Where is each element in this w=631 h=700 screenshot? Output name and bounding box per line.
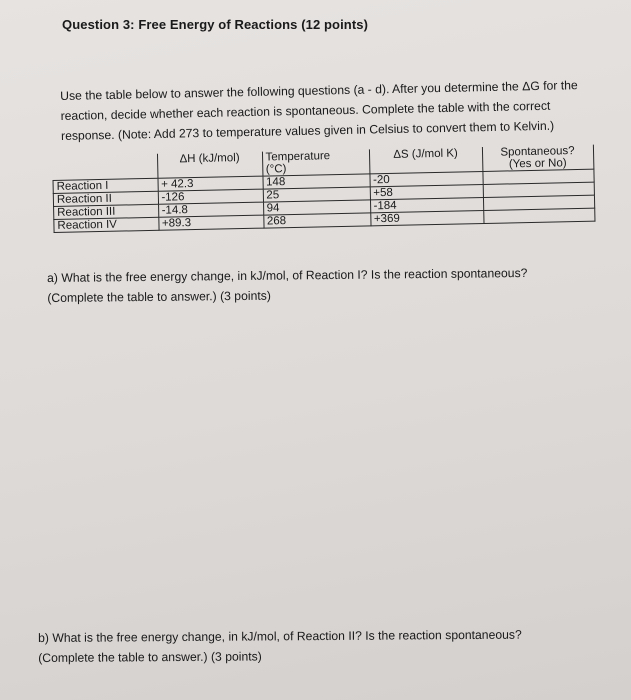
reaction-name-cell: Reaction I [53, 178, 158, 193]
delta-h-cell: -14.8 [158, 202, 263, 217]
spontaneous-answer-cell[interactable] [483, 208, 594, 223]
instructions-line: reaction, decide whether each reaction is spontaneous. Complete the table with the correct [60, 98, 551, 123]
header-spontaneous-hint: (Yes or No) [508, 157, 567, 171]
instructions-line: Use the table below to answer the following questions (a - d). After you determine the ΔG for the [60, 78, 578, 103]
question-b-text: b) What is the free energy change, in kJ/mol, of Reaction II? Is the reaction spontaneous? [38, 627, 522, 645]
reaction-name-cell: Reaction II [53, 191, 158, 206]
temperature-cell: 94 [263, 200, 370, 215]
header-corner-cell [52, 154, 157, 181]
question-b [38, 624, 613, 668]
header-temperature-label: Temperature [265, 150, 331, 164]
header-temperature-unit: (°C) [265, 163, 287, 176]
reaction-name-cell: Reaction III [54, 204, 159, 219]
header-delta-h: ΔH (kJ/mol) [157, 152, 262, 179]
delta-s-cell: -20 [369, 171, 482, 186]
header-spontaneous-label: Spontaneous? [500, 145, 575, 159]
header-spontaneous [482, 145, 593, 172]
delta-h-cell: + 42.3 [157, 176, 262, 191]
temperature-cell: 268 [263, 213, 370, 228]
question-a-text: a) What is the free energy change, in kJ/mol, of Reaction I? Is the reaction spontaneous? [47, 265, 528, 285]
header-temperature [262, 149, 369, 176]
reaction-table [52, 145, 595, 233]
delta-s-cell: -184 [370, 197, 483, 212]
delta-s-cell: +58 [370, 184, 483, 199]
instructions-paragraph [60, 74, 621, 146]
temperature-cell: 148 [262, 174, 369, 189]
header-delta-s: ΔS (J/mol K) [369, 147, 482, 174]
question-b-note: (Complete the table to answer.) (3 points) [38, 649, 262, 665]
temperature-cell: 25 [263, 187, 370, 202]
question-a-note: (Complete the table to answer.) (3 points) [47, 288, 271, 305]
delta-s-cell: +369 [370, 210, 483, 225]
delta-h-cell: -126 [158, 189, 263, 204]
question-title: Question 3: Free Energy of Reactions (12 points) [62, 17, 369, 32]
reaction-name-cell: Reaction IV [54, 217, 159, 232]
question-a [47, 262, 607, 308]
instructions-line: response. (Note: Add 273 to temperature values given in Celsius to convert them to Kelvin.) [60, 118, 555, 143]
delta-h-cell: +89.3 [158, 215, 263, 230]
